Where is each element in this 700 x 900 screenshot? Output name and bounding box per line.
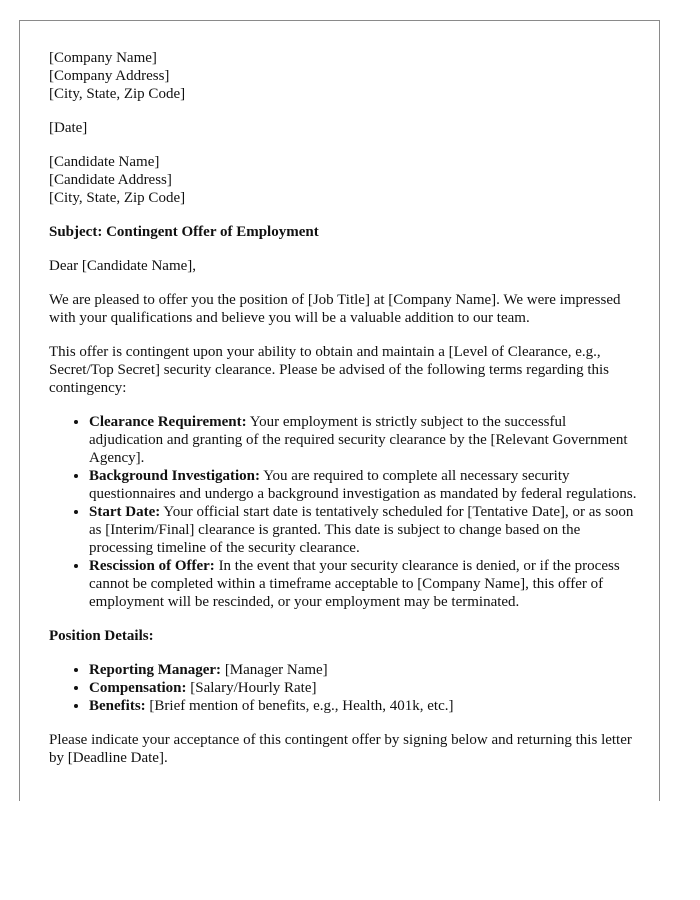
term-text: Your employment is strictly subject to the successful adjudication and granting of the required security clearance by the [Relevant Government Agency]. (89, 414, 628, 466)
letter-content (49, 49, 639, 783)
terms-list (49, 413, 639, 611)
position-details-heading: Position Details: (49, 628, 154, 644)
offer-paragraph: We are pleased to offer you the position of [Job Title] at [Company Name]. We were impressed with your qualifications and believe you will be a valuable addition to our team. (49, 292, 621, 326)
date-line: [Date] (49, 120, 88, 136)
detail-value: [Manager Name] (221, 662, 328, 678)
term-label: Rescission of Offer: (89, 558, 215, 574)
list-item (89, 413, 639, 467)
detail-value: [Salary/Hourly Rate] (186, 680, 317, 696)
salutation: Dear [Candidate Name], (49, 258, 197, 274)
detail-label: Benefits: (89, 698, 146, 714)
sender-company-name: [Company Name] (49, 50, 157, 66)
list-item (89, 661, 639, 679)
sender-address-block (49, 49, 639, 103)
recipient-address-block (49, 153, 639, 207)
detail-value: [Brief mention of benefits, e.g., Health, 401k, etc.] (145, 698, 454, 714)
position-details-list (49, 661, 639, 715)
detail-label: Compensation: (89, 680, 187, 696)
letter-page (19, 20, 660, 801)
detail-label: Reporting Manager: (89, 662, 222, 678)
list-item (89, 503, 639, 557)
recipient-name: [Candidate Name] (49, 154, 160, 170)
subject-line: Subject: Contingent Offer of Employment (49, 224, 319, 240)
sender-city-state-zip: [City, State, Zip Code] (49, 86, 186, 102)
term-text: In the event that your security clearance is denied, or if the process cannot be completed within a timeframe acceptable to [Company Name], this offer of employment will be rescinded, or your employment may be terminated. (89, 558, 620, 610)
term-text: You are required to complete all necessary security questionnaires and undergo a background investigation as mandated by federal regulations. (89, 468, 637, 502)
recipient-city-state-zip: [City, State, Zip Code] (49, 190, 186, 206)
list-item (89, 557, 639, 611)
contingency-paragraph: This offer is contingent upon your ability to obtain and maintain a [Level of Clearance, e.g., Secret/Top Secret] security clearance. Please be advised of the following terms regarding this contingency: (49, 344, 609, 396)
sender-company-address: [Company Address] (49, 68, 170, 84)
recipient-address: [Candidate Address] (49, 172, 172, 188)
list-item (89, 679, 639, 697)
list-item (89, 697, 639, 715)
closing-paragraph: Please indicate your acceptance of this contingent offer by signing below and returning this letter by [Deadline Date]. (49, 732, 632, 766)
term-text: Your official start date is tentatively scheduled for [Tentative Date], or as soon as [Interim/Final] clearance is granted. This date is subject to change based on the processing timeline of the security clearance. (89, 504, 634, 556)
term-label: Clearance Requirement: (89, 414, 247, 430)
term-label: Start Date: (89, 504, 161, 520)
term-label: Background Investigation: (89, 468, 261, 484)
list-item (89, 467, 639, 503)
